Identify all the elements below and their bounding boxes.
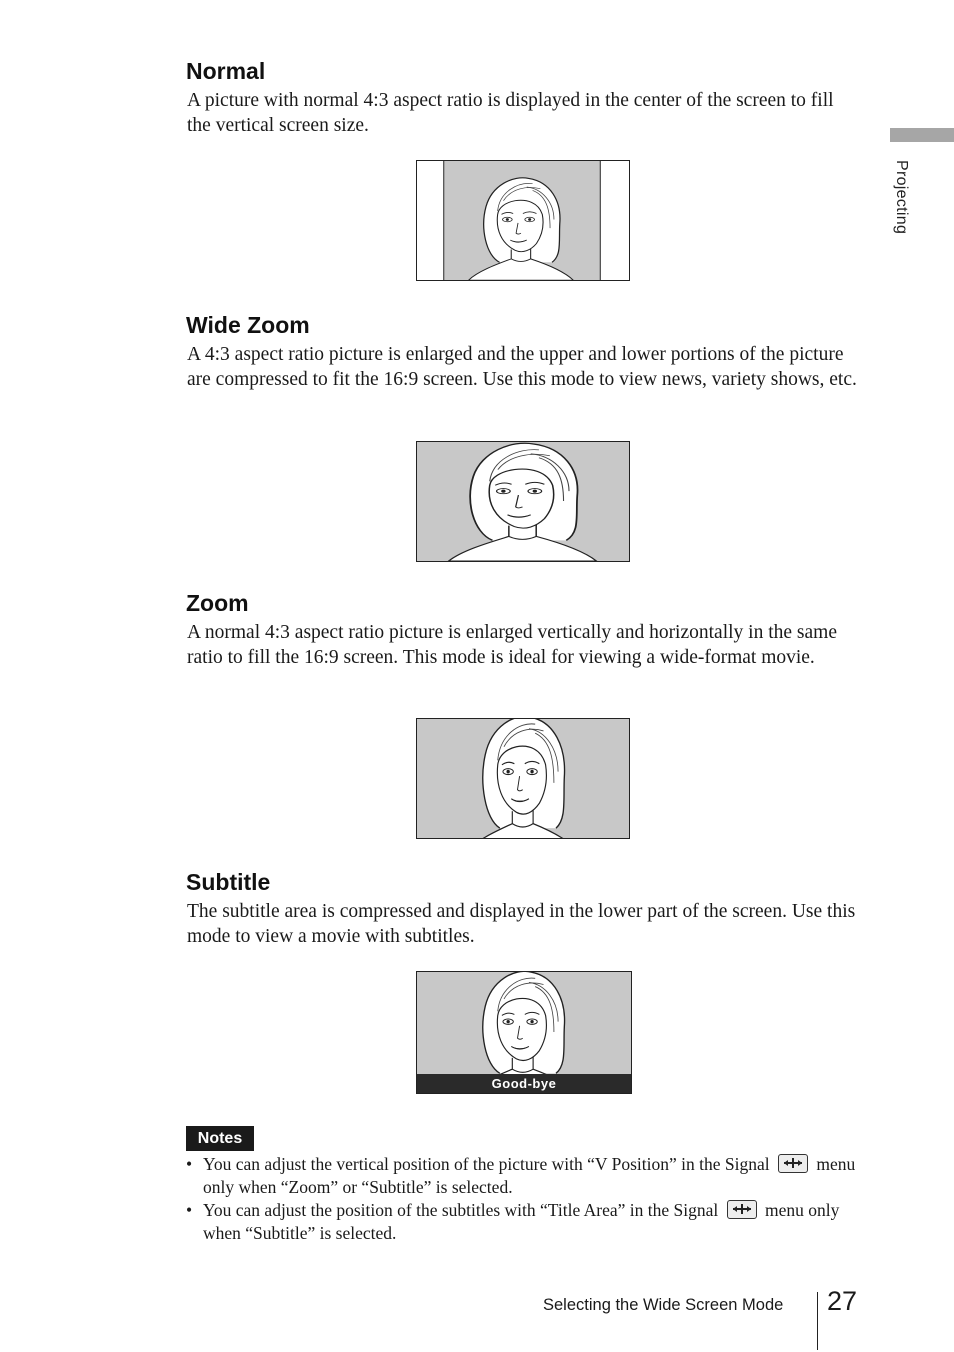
text-wide-zoom: A 4:3 aspect ratio picture is enlarged and the upper and lower portions of the picture are compressed to fit the 16:9 screen. Use this mode to view news, variety shows, etc. xyxy=(187,344,857,390)
note-1-text: You can adjust the vertical position of the picture with “V Position” in the Signal xyxy=(203,1154,770,1174)
section-tab-bar xyxy=(890,128,954,142)
footer-section-title: Selecting the Wide Screen Mode xyxy=(543,1296,784,1314)
text-zoom: A normal 4:3 aspect ratio picture is enlarged vertically and horizontally in the same ratio to fill the 16:9 screen. This mode is ideal for viewing a wide-format movie. xyxy=(187,622,837,668)
heading-wide-zoom: Wide Zoom xyxy=(186,312,310,338)
illustration-wide-zoom xyxy=(416,441,630,562)
note-2-text: You can adjust the position of the subtitles with “Title Area” in the Signal xyxy=(203,1200,719,1220)
note-1-text-cont: menu only when “Zoom” or “Subtitle” is selected. xyxy=(203,1154,856,1197)
note-item xyxy=(186,1153,856,1199)
footer-divider xyxy=(817,1292,818,1350)
text-normal: A picture with normal 4:3 aspect ratio is displayed in the center of the screen to fill the vertical screen size. xyxy=(187,90,834,136)
illustration-zoom xyxy=(416,718,630,839)
note-2-text-cont: menu only when “Subtitle” is selected. xyxy=(203,1200,840,1243)
section-tab-label: Projecting xyxy=(893,160,910,235)
heading-zoom: Zoom xyxy=(186,590,249,616)
bullet: • xyxy=(186,1200,193,1220)
subtitle-strip xyxy=(417,1074,631,1093)
illustration-normal xyxy=(416,160,630,281)
note-item xyxy=(186,1199,856,1245)
notes-label: Notes xyxy=(186,1126,254,1151)
subtitle-caption: Good-bye xyxy=(491,1076,557,1091)
illustration-subtitle xyxy=(416,971,632,1094)
page-number: 27 xyxy=(827,1286,858,1316)
heading-subtitle: Subtitle xyxy=(186,869,271,895)
heading-normal: Normal xyxy=(186,58,266,84)
signal-menu-icon xyxy=(727,1200,757,1219)
text-subtitle: The subtitle area is compressed and displayed in the lower part of the screen. Use this mode to view a movie with subtitles. xyxy=(187,901,856,947)
signal-menu-icon xyxy=(778,1154,808,1173)
bullet: • xyxy=(186,1154,193,1174)
